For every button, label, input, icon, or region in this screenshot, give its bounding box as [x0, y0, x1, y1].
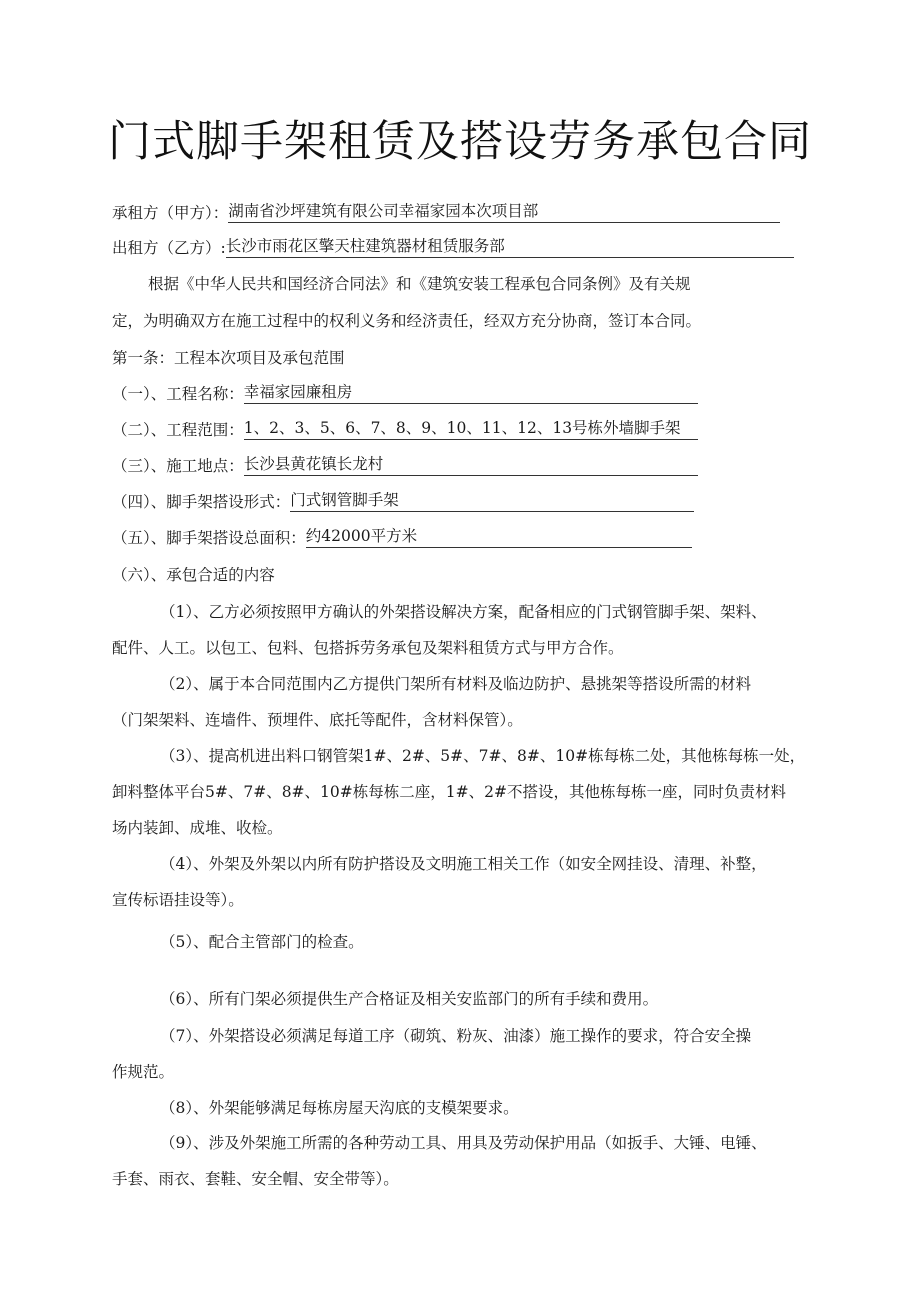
clause-3-line-3: 场内装卸、成堆、收检。 [112, 819, 283, 837]
item-5-label: （五）、脚手架搭设总面积： [112, 529, 306, 547]
item-4-value: 门式钢管脚手架 [290, 491, 399, 509]
clause-1-line-2: 配件、人工。以包工、包料、包搭拆劳务承包及架料租赁方式与甲方合作。 [112, 639, 624, 657]
party-b-value: 长沙市雨花区擎天柱建筑器材租赁服务部 [225, 237, 505, 255]
clause-4-line-1: （4）、外架及外架以内所有防护搭设及文明施工相关工作（如安全网挂设、清理、补整， [160, 855, 767, 873]
item-3-field [244, 454, 698, 476]
party-b-line [112, 236, 794, 258]
item-3-label: （三）、施工地点： [112, 457, 244, 475]
party-a-field [228, 201, 780, 223]
clause-9-line-1: （9）、涉及外架施工所需的各种劳动工具、用具及劳动保护用品（如扳手、大锤、电锤、 [160, 1134, 767, 1152]
clause-2-line-1: （2）、属于本合同范围内乙方提供门架所有材料及临边防护、悬挑架等搭设所需的材料 [160, 675, 752, 693]
item-6-label: （六）、承包合适的内容 [112, 566, 275, 584]
item-5-value: 约42000平方米 [305, 527, 418, 545]
item-1-line [112, 382, 698, 404]
item-3-line [112, 454, 698, 476]
clause-5-line-1: （5）、配合主管部门的检查。 [160, 933, 364, 951]
party-a-line [112, 201, 780, 223]
party-a-label: 承租方（甲方）： [112, 204, 229, 222]
article-1-heading: 第一条：工程本次项目及承包范围 [112, 349, 345, 367]
item-1-value: 幸福家园廉租房 [243, 383, 353, 401]
clause-3-line-1: （3）、提高机进出料口钢管架1#、2#、5#、7#、8#、10#栋每栋二处，其他栋每栋一处， [160, 747, 806, 765]
item-4-field [290, 490, 694, 512]
preamble-line-1: 根据《中华人民共和国经济合同法》和《建筑安装工程承包合同条例》及有关规 [148, 275, 691, 293]
clause-7-line-2: 作规范。 [112, 1063, 175, 1081]
party-b-label: 出租方（乙方）: [112, 239, 226, 257]
item-1-field [244, 382, 698, 404]
clause-4-line-2: 宣传标语挂设等）。 [112, 891, 244, 909]
item-5-field [306, 526, 692, 548]
document-title: 门式脚手架租赁及搭设劳务承包合同 [108, 117, 812, 167]
clause-2-line-2: （门架架料、连墙件、预埋件、底托等配件，含材料保管）。 [112, 711, 523, 729]
preamble-line-2: 定，为明确双方在施工过程中的权利义务和经济责任，经双方充分协商，签订本合同。 [112, 312, 702, 330]
item-4-label: （四）、脚手架搭设形式： [112, 493, 291, 511]
clause-7-line-1: （7）、外架搭设必须满足每道工序（砌筑、粉灰、油漆）施工操作的要求，符合安全操 [160, 1027, 752, 1045]
clause-6-line-1: （6）、所有门架必须提供生产合格证及相关安监部门的所有手续和费用。 [160, 990, 659, 1008]
item-2-line [112, 418, 698, 440]
item-2-label: （二）、工程范围： [112, 421, 244, 439]
item-4-line [112, 490, 694, 512]
item-2-field [244, 418, 698, 440]
clause-8-line-1: （8）、外架能够满足每栋房屋天沟底的支模架要求。 [160, 1099, 519, 1117]
item-2-value: 1、2、3、5、6、7、8、9、10、11、12、13号栋外墙脚手架 [243, 419, 681, 437]
clause-9-line-2: 手套、雨衣、套鞋、安全帽、安全带等）。 [112, 1170, 399, 1188]
item-5-line [112, 526, 692, 548]
clause-1-line-1: （1）、乙方必须按照甲方确认的外架搭设解决方案，配备相应的门式钢管脚手架、架料、 [160, 603, 767, 621]
item-3-value: 长沙县黄花镇长龙村 [243, 455, 384, 473]
party-b-field [226, 236, 794, 258]
clause-3-line-2: 卸料整体平台5#、7#、8#、10#栋每栋二座，1#、2#不搭设，其他栋每栋一座，同时负责材料 [112, 783, 786, 801]
item-1-label: （一）、工程名称： [112, 385, 244, 403]
party-a-value: 湖南省沙坪建筑有限公司幸福家园本次项目部 [228, 202, 539, 220]
